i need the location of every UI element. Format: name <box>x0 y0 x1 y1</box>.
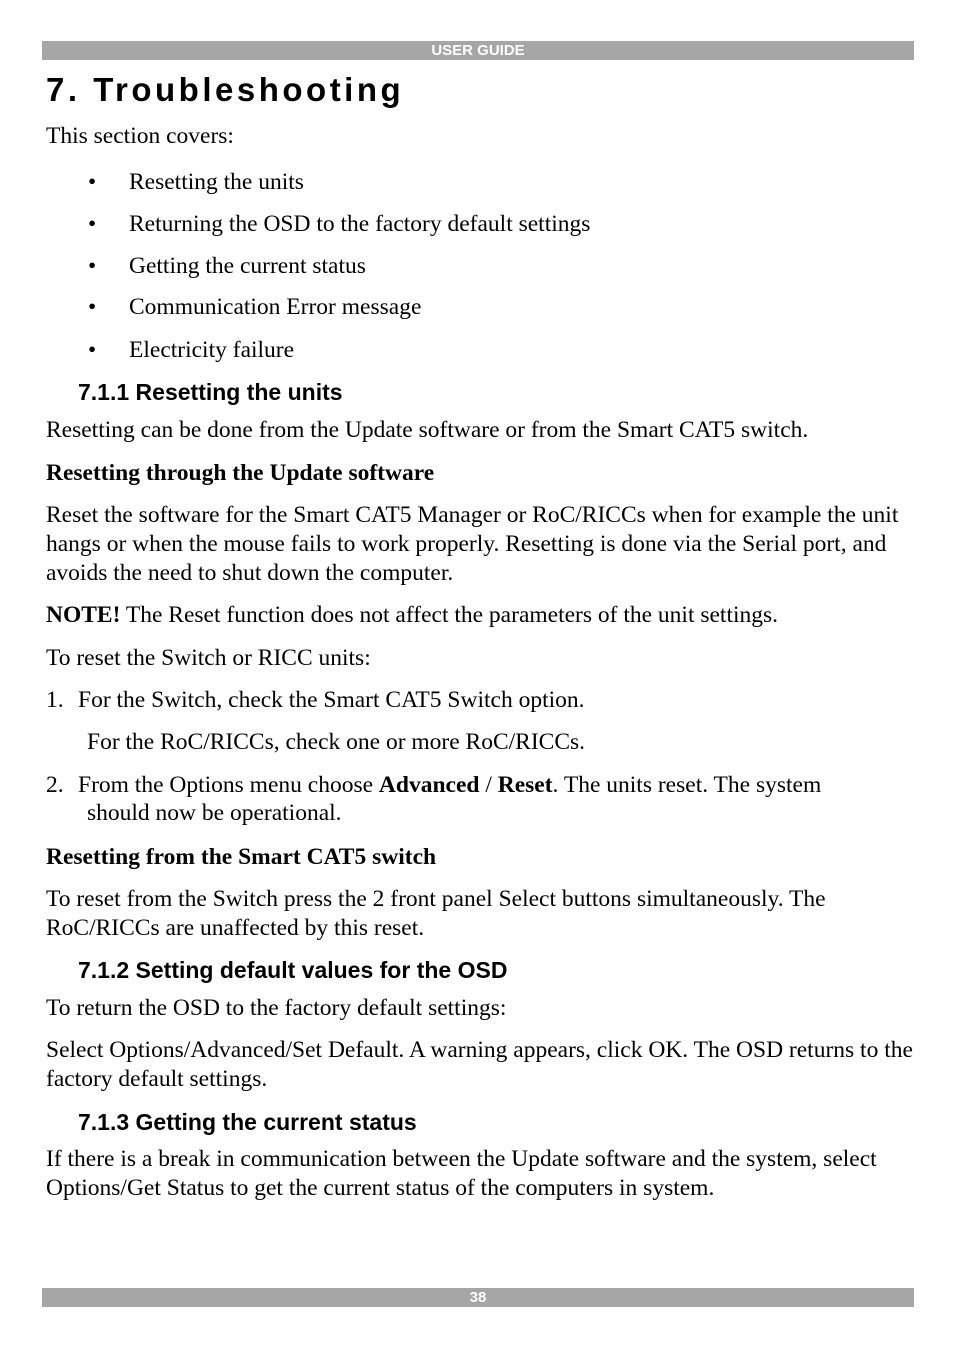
section-712-line2: Select Options/Advanced/Set Default. A warning appears, click OK. The OSD returns to the factory default settings. <box>46 1037 913 1092</box>
section-712-line1: To return the OSD to the factory default settings: <box>46 995 507 1021</box>
steps-intro: To reset the Switch or RICC units: <box>46 645 371 671</box>
bullet-icon: • <box>88 294 97 320</box>
update-software-body: Reset the software for the Smart CAT5 Manager or RoC/RICCs when for example the unit hangs or when the mouse fails to work properly. Resetting is done via the Serial port, and avoids the need to shut down the computer. <box>46 502 899 586</box>
advanced-menu-label: Advanced <box>378 772 480 798</box>
subheading-update-software: Resetting through the Update software <box>46 460 435 486</box>
list-item-text: Communication Error message <box>129 294 422 320</box>
bullet-icon: • <box>88 337 97 363</box>
section-711-title: 7.1.1 Resetting the units <box>78 379 343 405</box>
list-item <box>88 210 590 239</box>
footer-band <box>42 1288 914 1307</box>
header-label: USER GUIDE <box>431 42 525 59</box>
step-text: For the Switch, check the Smart CAT5 Switch option. <box>78 687 585 713</box>
step-1-sub: For the RoC/RICCs, check one or more RoC/RICCs. <box>87 729 586 755</box>
step-1 <box>46 686 918 715</box>
list-item-text: Resetting the units <box>129 169 304 195</box>
list-item-text: Returning the OSD to the factory default settings <box>129 211 591 237</box>
step-number: 1. <box>46 687 64 713</box>
page-number: 38 <box>469 1289 487 1306</box>
list-item <box>88 168 304 197</box>
header-band <box>42 41 914 60</box>
list-item-text: Getting the current status <box>129 253 366 279</box>
section-713-title: 7.1.3 Getting the current status <box>78 1109 417 1135</box>
step-number: 2. <box>46 772 64 798</box>
list-item <box>88 252 366 281</box>
note-label: NOTE! <box>46 602 121 628</box>
list-item <box>88 293 421 322</box>
step-text: . The units reset. The system <box>552 772 822 798</box>
list-item-text: Electricity failure <box>129 337 295 363</box>
bullet-icon: • <box>88 211 97 237</box>
note-text: The Reset function does not affect the parameters of the unit settings. <box>120 602 779 628</box>
section-712-title: 7.1.2 Setting default values for the OSD <box>78 957 508 983</box>
bullet-icon: • <box>88 169 97 195</box>
subheading-cat5-switch: Resetting from the Smart CAT5 switch <box>46 844 437 870</box>
reset-menu-label: Reset <box>497 772 553 798</box>
step-2 <box>46 771 918 800</box>
bullet-icon: • <box>88 253 97 279</box>
section-713-body: If there is a break in communication between the Update software and the system, select Options/Get Status to get the current status of the computers in system. <box>46 1146 877 1201</box>
step-2-continued: should now be operational. <box>87 800 342 826</box>
list-item <box>88 336 294 365</box>
cat5-switch-body: To reset from the Switch press the 2 front panel Select buttons simultaneously. The RoC/RICCs are unaffected by this reset. <box>46 886 826 941</box>
chapter-title: 7. Troubleshooting <box>46 71 405 108</box>
step-text: From the Options menu choose <box>78 772 379 798</box>
note-paragraph <box>46 601 918 630</box>
section-711-intro: Resetting can be done from the Update software or from the Smart CAT5 switch. <box>46 417 809 443</box>
intro-text: This section covers: <box>46 123 234 149</box>
step-text: / <box>479 772 498 798</box>
